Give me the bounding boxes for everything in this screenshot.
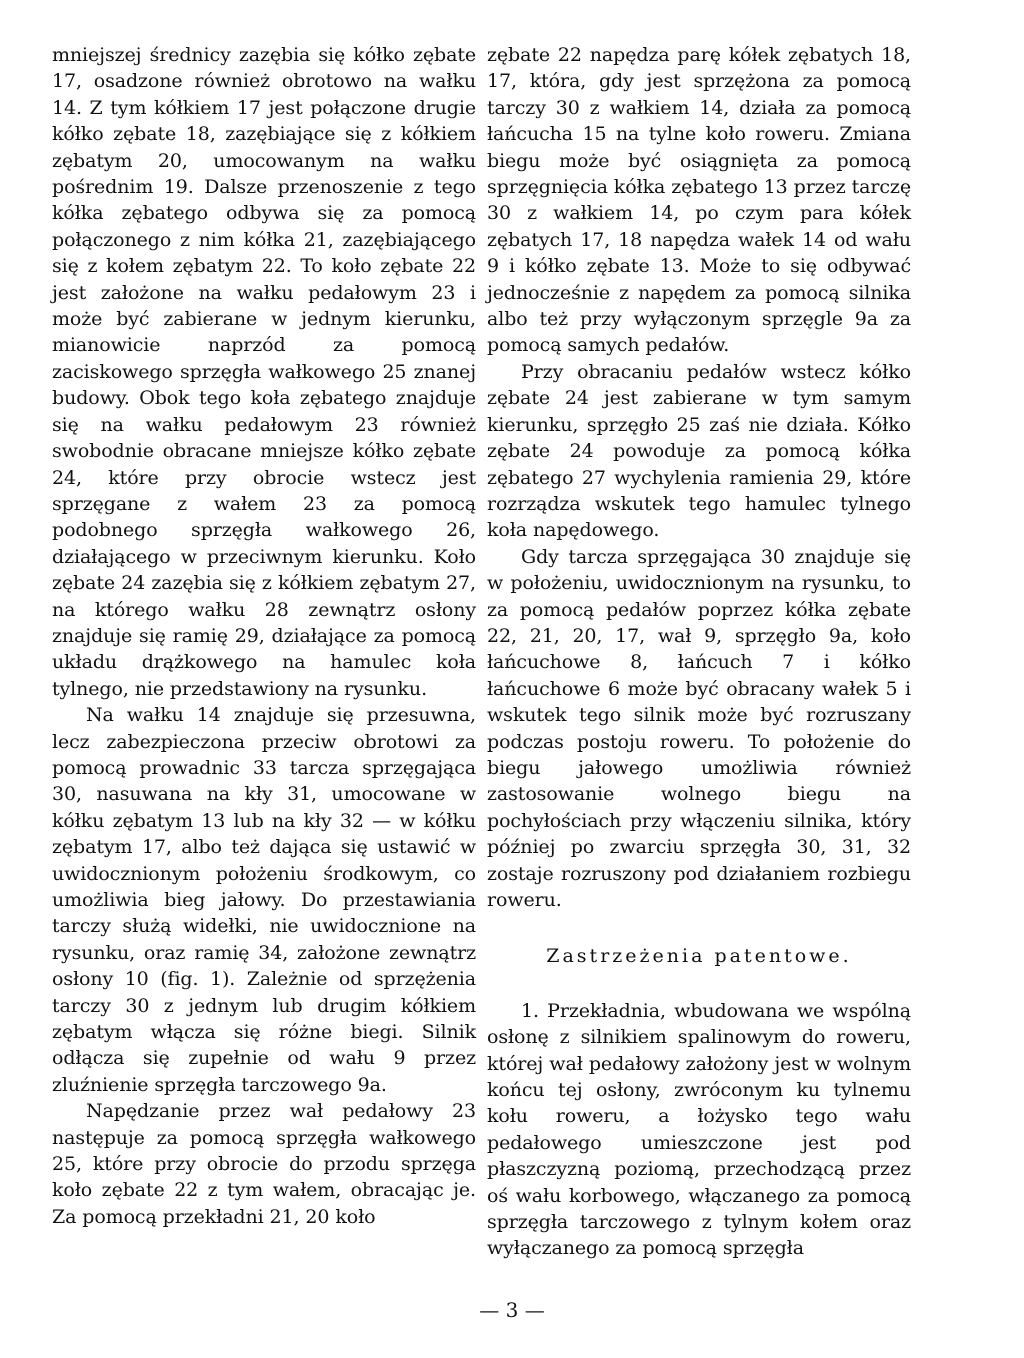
left-paragraph-1: mniejszej średnicy zazębia się kółko zębate 17, osadzone również obrotowo na wałku 14. Z tym kółkiem 17 jest połączone drugie kółko zębate 18, zazębiające się z kółkiem zębatym 20, umocowanym na wałku pośrednim 19. Dalsze przenoszenie z tego kółka zębatego odbywa się za pomocą połączonego z nim kółka 21, zazębiającego się z kołem zębatym 22. To koło zębate 22 jest założone na wałku pedałowym 23 i może być zabierane w jednym kierunku, mianowicie naprzód za pomocą zaciskowego sprzęgła wałkowego 25 znanej budowy. Obok tego koła zębatego znajduje się na wałku pedałowym 23 również swobodnie obracane mniejsze kółko zębate 24, które przy obrocie wstecz jest sprzęgane z wałem 23 za pomocą podobnego sprzęgła wałkowego 26, działającego w przeciwnym kierunku. Koło zębate 24 zazębia się z kółkiem zębatym 27, na którego wałku 28 zewnątrz osłony znajduje się ramię 29, działające za pomocą układu drążkowego na hamulec koła tylnego, nie przedstawiony na rysunku.	[52, 44, 476, 700]
right-paragraph-4: 1. Przekładnia, wbudowana we wspólną osłonę z silnikiem spalinowym do roweru, której wał pedałowy założony jest w wolnym końcu tej osłony, zwróconym ku tylnemu kołu roweru, a łożysko tego wału pedałowego umieszczone jest pod płaszczyzną poziomą, przechodzącą przez oś wału korbowego, włączanego za pomocą sprzęgła tarczowego z tylnym kołem oraz wyłączanego za pomocą sprzęgła	[487, 999, 911, 1260]
right-paragraph-2: Przy obracaniu pedałów wstecz kółko zębate 24 jest zabierane w tym samym kierunku, sprzęgło 25 zaś nie działa. Kółko zębate 24 powoduje za pomocą kółka zębatego 27 wychylenia ramienia 29, które rozrządza wskutek tego hamulec tylnego koła napędowego.	[487, 360, 911, 542]
left-paragraph-3: Napędzanie przez wał pedałowy 23 następuje za pomocą sprzęgła wałkowego 25, które przy obrocie do przodu sprzęga koło zębate 22 z tym wałem, obracając je. Za pomocą przekładni 21, 20 koło	[52, 1100, 476, 1228]
right-paragraph-3: Gdy tarcza sprzęgająca 30 znajduje się w położeniu, uwidocznionym na rysunku, to za pomocą pedałów poprzez kółka zębate 22, 21, 20, 17, wał 9, sprzęgło 9a, koło łańcuchowe 8, łańcuch 7 i kółko łańcuchowe 6 może być obracany wałek 5 i wskutek tego silnik może być rozruszany podczas postoju roweru. To położenie do biegu jałowego umożliwia również zastosowanie wolnego biegu na pochyłościach przy włączeniu silnika, który później po zwarciu sprzęgła 30, 31, 32 zostaje rozruszony pod działaniem rozbiegu roweru.	[487, 545, 911, 911]
left-paragraph-2: Na wałku 14 znajduje się przesuwna, lecz zabezpieczona przeciw obrotowi za pomocą prowadnic 33 tarcza sprzęgająca 30, nasuwana na kły 31, umocowane w kółku zębatym 13 lub na kły 32 — w kółku zębatym 17, albo też dająca się ustawić w uwidocznionym położeniu środkowym, co umożliwia bieg jałowy. Do przestawiania tarczy służą widełki, nie uwidocznione na rysunku, oraz ramię 34, założone zewnątrz osłony 10 (fig. 1). Zależnie od sprzężenia tarczy 30 z jednym lub drugim kółkiem zębatym włącza się różne biegi. Silnik odłącza się zupełnie od wału 9 przez zluźnienie sprzęgła tarczowego 9a.	[52, 704, 476, 1096]
page-number: — 3 —	[479, 1298, 545, 1322]
section-heading: Zastrzeżenia patentowe.	[546, 945, 852, 968]
left-column	[52, 42, 476, 1230]
right-column	[487, 42, 911, 1262]
right-paragraph-1: zębate 22 napędza parę kółek zębatych 18, 17, która, gdy jest sprzężona za pomocą tarczy 30 z wałkiem 14, działa za pomocą łańcucha 15 na tylne koło roweru. Zmiana biegu może być osiągnięta za pomocą sprzęgnięcia kółka zębatego 13 przez tarczę 30 z wałkiem 14, po czym para kółek zębatych 17, 18 napędza wałek 14 od wału 9 i kółko zębate 13. Może to się odbywać jednocześnie z napędem za pomocą silnika albo też przy wyłączonym sprzęgle 9a za pomocą samych pedałów.	[487, 44, 911, 357]
